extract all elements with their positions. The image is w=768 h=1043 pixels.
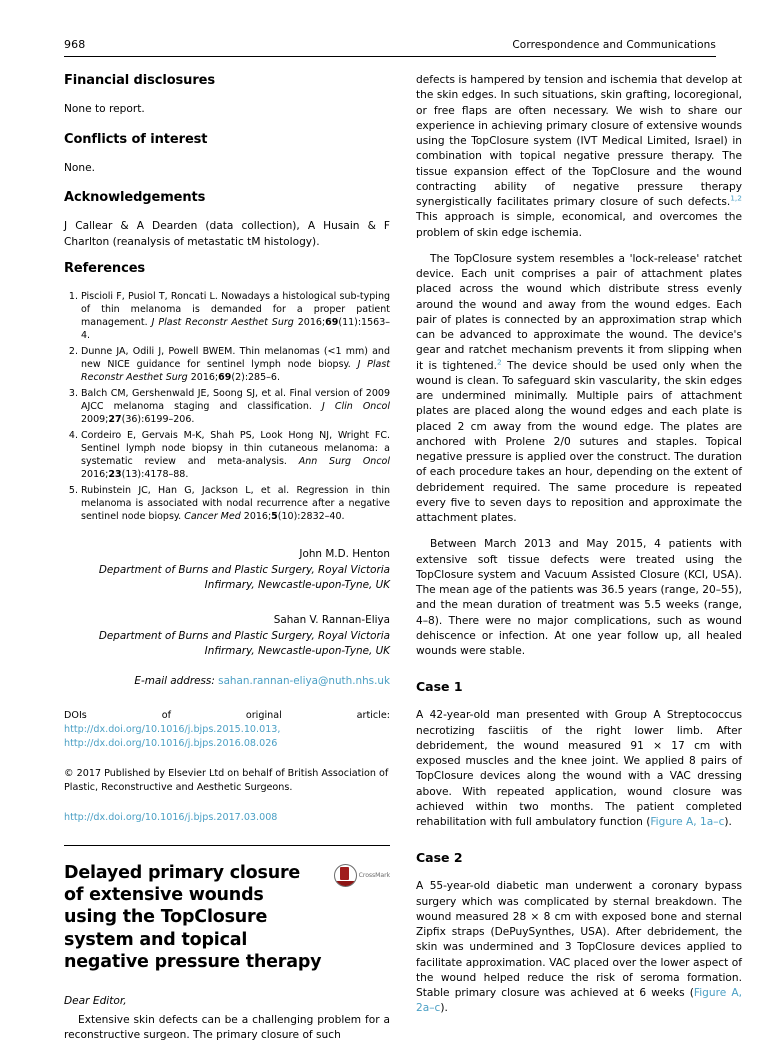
salutation: Dear Editor, (64, 994, 127, 1007)
case-2-body (416, 879, 742, 1016)
author-affiliation: Department of Burns and Plastic Surgery, Royal Victoria Infirmary, Newcastle-upon-Tyne, UK (98, 630, 390, 658)
heading-acknowledgements: Acknowledgements (64, 190, 206, 205)
reference-volume: 27 (108, 413, 122, 425)
reference-year: 2016; (187, 372, 219, 384)
crossmark-badge[interactable] (334, 864, 390, 887)
dois-original-article (64, 709, 390, 751)
dois-label: DOIs of original article: (64, 710, 390, 722)
financial-disclosures-body: None to report. (64, 103, 145, 116)
copyright-notice: © 2017 Published by Elsevier Ltd on behalf of British Association of Plastic, Reconstructive and Aesthetic Surgeons. (64, 768, 389, 793)
page-number: 968 (64, 38, 86, 51)
corresponding-email (64, 675, 390, 687)
two-column-layout (64, 73, 742, 1043)
case1-pre: A 42-year-old man presented with Group A Streptococcus necrotizing fasciitis of the right lower limb. After debridement, the wound measured 91 × 17 cm with exposed muscles and the knee joint. We applied 8 pairs of TopClosure devices along the wound with a VAC dressing above. With repeated application, wound closure was achieved within two months. The patient completed rehabilitation with full ambulatory function ( (416, 709, 742, 828)
running-head-title: Correspondence and Communications (512, 39, 716, 51)
para1-pre: defects is hampered by tension and ischemia that develop at the skin edges. In such situations, skin grafting, locoregional, or free flaps are often necessary. We wish to share our experience in achieving primary closure of extensive wounds using the TopClosure system (IVT Medical Limited, Israel) in combination with topical negative pressure therapy. The tissue expansion effect of the TopClosure and the wound contracting ability of negative pressure therapy synergistically facilitates primary closure of such defects. (416, 74, 742, 208)
reference-pages: (10):2832–40. (277, 510, 345, 522)
article-doi (64, 812, 390, 823)
reference-text: Dunne JA, Odili J, Powell BWEM. Thin melanomas (<1 mm) and new NICE guidance for sentinel lymph node biopsy. (81, 345, 390, 371)
reference-year: 2016; (293, 317, 326, 329)
email-label: E-mail address: (134, 675, 215, 688)
reference-volume: 23 (108, 468, 122, 480)
reference-year: 2016; (240, 510, 272, 522)
para2-post: The device should be used only when the wound is clean. To safeguard skin vascularity, the skin edges are undermined minimally. Multiple pairs of attachment plates are placed along the wound edges and each plate is placed 2 cm away from the wound edge. The plates are anchored with Prolene 2/0 sutures and staples. Topical negative pressure is applied over the construct. The duration of each procedure takes an hour, depending on the extent of debridement required. The same procedure is repeated every five to seven days to reposition and approximate the attachment plates. (416, 359, 742, 524)
heading-conflicts-of-interest: Conflicts of interest (64, 131, 208, 147)
author-signature-2 (64, 613, 390, 659)
reference-journal: Cancer Med (184, 510, 241, 522)
reference-volume: 69 (218, 372, 232, 384)
reference-journal: J Plast Reconstr Aesthet Surg (81, 359, 390, 384)
case1-post: ). (724, 816, 732, 828)
reference-item (64, 387, 390, 426)
author-affiliation: Department of Burns and Plastic Surgery, Royal Victoria Infirmary, Newcastle-upon-Tyne, UK (98, 563, 390, 592)
reference-item (64, 429, 390, 481)
email-address[interactable]: sahan.rannan-eliya@nuth.nhs.uk (218, 675, 390, 688)
header-rule (64, 56, 716, 57)
paragraph-topclosure-description (416, 252, 742, 527)
reference-volume: 69 (325, 317, 339, 329)
heading-financial-disclosures: Financial disclosures (64, 73, 215, 88)
citation-ref[interactable]: 1,2 (730, 193, 742, 203)
reference-journal: J Plast Reconstr Aesthet Surg (151, 317, 294, 329)
doi-links[interactable]: http://dx.doi.org/10.1016/j.bjps.2015.10.013, http://dx.doi.org/10.1016/j.bjps.2016.08.026 (64, 724, 281, 750)
reference-year: 2009; (81, 413, 109, 425)
reference-text: Cordeiro E, Gervais M-K, Shah PS, Look Hong NJ, Wright FC. Sentinel lymph node biopsy in thin cutaneous melanoma: a systematic review and meta-analysis. (81, 429, 390, 467)
left-column (64, 73, 390, 1043)
reference-pages: (11):1563–4. (81, 317, 390, 342)
reference-journal: Ann Surg Oncol (298, 455, 390, 467)
crossmark-icon (334, 864, 357, 887)
case2-pre: A 55-year-old diabetic man underwent a coronary bypass surgery which was complicated by sternal breakdown. The wound measured 28 × 8 cm with exposed bone and sternal Zipfix straps (DePuySynthes, USA). After debridement, the skin was undermined and 3 TopClosure devices applied to facilitate approximation. VAC placed over the lower aspect of the wound helped reduce the risk of seroma formation. Stable primary closure was achieved at 6 weeks ( (416, 880, 742, 999)
reference-item (64, 484, 390, 523)
reference-text: Rubinstein JC, Han G, Jackson L, et al. Regression in thin melanoma is associated with nodal recurrence after a negative sentinel node biopsy. (81, 484, 390, 522)
reference-pages: (13):4178–88. (121, 468, 189, 480)
reference-volume: 5 (271, 510, 278, 522)
opening-paragraph: Extensive skin defects can be a challenging problem for a reconstructive surgeon. The primary closure of such (64, 1013, 390, 1042)
reference-number: 4. (68, 429, 78, 441)
reference-pages: (2):285–6. (231, 372, 280, 384)
author-name: Sahan V. Rannan-Eliya (273, 614, 390, 627)
para2-pre: The TopClosure system resembles a 'lock-release' ratchet device. Each unit comprises a pair of attachment plates placed across the wound which distribute stress evenly around the wound and away from the wound edges. Each pair of plates is connected by an approximation strap which can be advanced to approximate the wound. The device's gear and ratchet mechanism prevents it from slipping when it is tightened. (416, 252, 742, 372)
reference-item (64, 290, 390, 342)
case-1-body (416, 708, 742, 830)
reference-year: 2016; (81, 468, 109, 480)
author-name: John M.D. Henton (299, 547, 390, 560)
reference-text: Piscioli F, Pusiol T, Roncati L. Nowadays a histological sub-typing of thin melanoma is demanded for a proper patient management. (81, 291, 390, 329)
acknowledgements-body: J Callear & A Dearden (data collection), A Husain & F Charlton (reanalysis of metastatic tM histology). (64, 220, 390, 248)
conflicts-body: None. (64, 161, 96, 174)
reference-list (64, 290, 390, 523)
running-head (64, 38, 716, 56)
figure-link[interactable]: Figure A, 1a–c (650, 816, 725, 828)
citation-ref[interactable]: 2 (497, 356, 502, 366)
reference-number: 5. (68, 484, 78, 496)
reference-journal: J Clin Oncol (321, 400, 390, 412)
reference-number: 2. (68, 345, 78, 357)
reference-item (64, 345, 390, 384)
reference-text: Balch CM, Gershenwald JE, Soong SJ, et al. Final version of 2009 AJCC melanoma staging and classification. (81, 387, 390, 412)
right-column (416, 73, 742, 1028)
author-signature-1 (64, 547, 390, 593)
crossmark-label: CrossMark (358, 871, 390, 879)
article-separator-rule (64, 845, 390, 846)
para1-post: This approach is simple, economical, and overcomes the problem of skin edge ischemia. (416, 211, 742, 239)
heading-references: References (64, 260, 146, 276)
figure-link[interactable]: Figure A, 2a–c (416, 987, 742, 1015)
article-doi-link[interactable]: http://dx.doi.org/10.1016/j.bjps.2017.03.008 (64, 811, 278, 823)
continuation-paragraph-1 (416, 73, 742, 241)
heading-case-1: Case 1 (416, 679, 463, 695)
article-header (64, 862, 390, 973)
heading-case-2: Case 2 (416, 850, 463, 866)
reference-pages: (36):6199–206. (121, 413, 195, 425)
reference-number: 3. (68, 387, 78, 399)
reference-number: 1. (68, 291, 78, 302)
paragraph-study-summary: Between March 2013 and May 2015, 4 patients with extensive soft tissue defects were treated using the TopClosure system and Vacuum Assisted Closure (KCI, USA). The mean age of the patients was 36.5 years (range, 20–55), and the mean duration of treatment was 5.5 weeks (range, 4–8). There were no major complications, such as wound dehiscence or infection. At one year follow up, all healed wounds were stable. (416, 538, 742, 657)
article-title: Delayed primary closure of extensive wounds using the TopClosure system and topical negative pressure therapy (64, 862, 322, 972)
case2-post: ). (440, 1002, 448, 1015)
